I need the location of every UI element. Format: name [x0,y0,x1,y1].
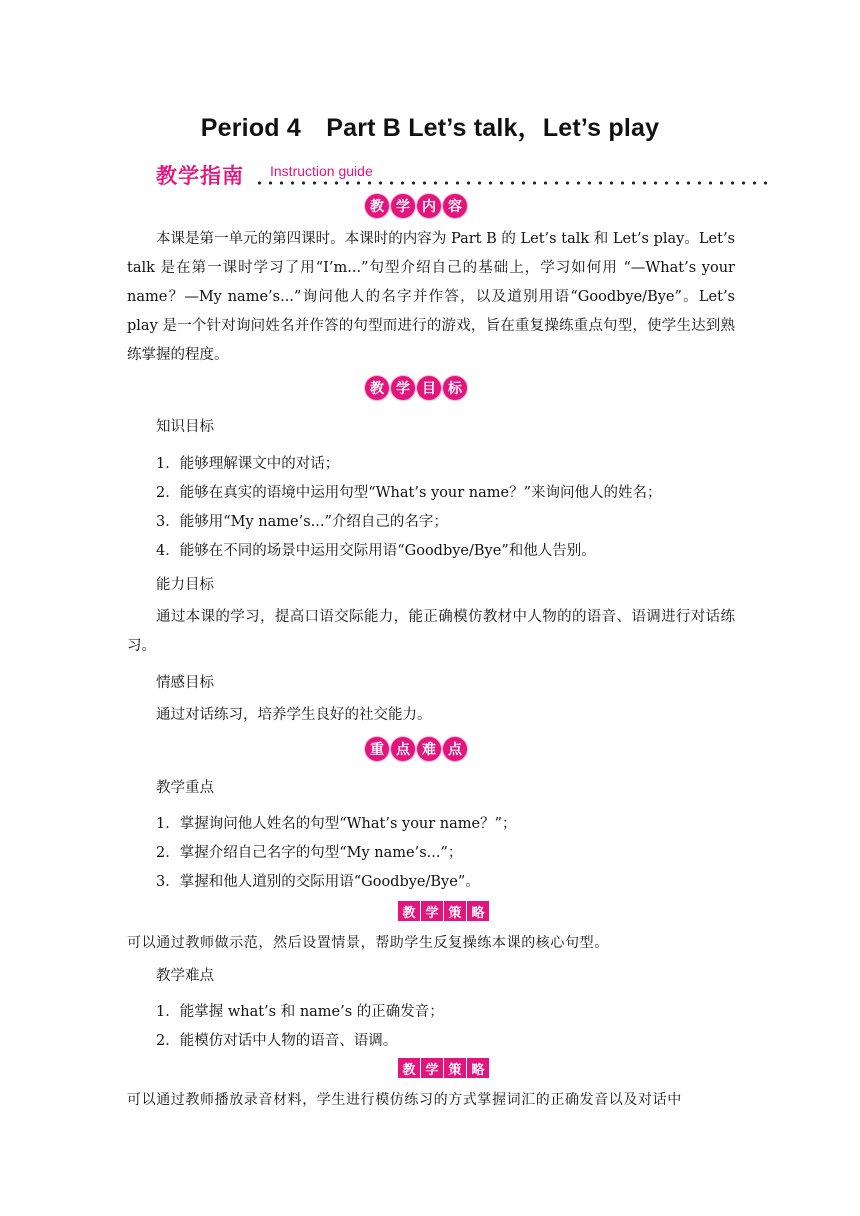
tag-char: 教 [398,1058,420,1078]
knowledge-item: 2．能够在真实的语境中运用句型“What’s your name？”来询问他人的姓名； [156,485,662,501]
badge-teaching-content [365,194,467,218]
emotion-heading: 情感目标 [156,675,214,691]
tag-char: 策 [444,901,466,921]
badge-char: 教 [365,194,389,218]
difficult-strategy-text: 可以通过教师播放录音材料，学生进行模仿练习的方式掌握词汇的正确发音以及对话中 [127,1092,682,1108]
guide-title-cn: 教学指南 [156,164,244,188]
badge-char: 学 [391,376,415,400]
tag-char: 略 [467,901,489,921]
badge-char: 难 [417,737,441,761]
badge-char: 标 [443,376,467,400]
badge-teaching-goals [365,376,467,400]
difficult-point-item: 1．能掌握 what’s 和 name’s 的正确发音； [156,1004,444,1020]
guide-title-en: Instruction guide [270,163,373,179]
key-point-item: 1．掌握询问他人姓名的句型“What’s your name？”； [156,816,517,832]
tag-char: 学 [421,901,443,921]
tag-char: 策 [444,1058,466,1078]
strategy-tag [398,1058,489,1078]
page-title: Period 4 Part B Let’s talk，Let’s play [200,114,660,142]
emotion-text: 通过对话练习，培养学生良好的社交能力。 [156,707,432,723]
badge-char: 点 [443,737,467,761]
badge-char: 容 [443,194,467,218]
badge-char: 重 [365,737,389,761]
content-paragraph: 本课是第一单元的第四课时。本课时的内容为 Part B 的 Let’s talk 和 Let’s play。Let’s talk 是在第一课时学习了用“I’m...”句型介绍自己的基础上，学习如何用 “—What’s your name？—My name’s...”询问他人的名字并作答，以及道别用语“Goodbye/Bye”。Let’s play 是一个针对询问姓名并作答的句型而进行的游戏，旨在重复操练重点句型，使学生达到熟练掌握的程度。 [127,231,735,363]
tag-char: 教 [398,901,420,921]
knowledge-heading: 知识目标 [156,419,214,435]
knowledge-item: 1．能够理解课文中的对话； [156,456,340,472]
key-points-heading: 教学重点 [156,780,214,796]
badge-char: 点 [391,737,415,761]
difficult-point-item: 2．能模仿对话中人物的语音、语调。 [156,1033,398,1049]
knowledge-item: 4．能够在不同的场景中运用交际用语“Goodbye/Bye”和他人告别。 [156,543,596,559]
ability-text: 通过本课的学习，提高口语交际能力，能正确模仿教材中人物的的语音、语调进行对话练习。 [127,609,735,654]
instruction-guide-banner [156,160,768,190]
difficult-points-heading: 教学难点 [156,968,214,984]
badge-char: 学 [391,194,415,218]
badge-char: 目 [417,376,441,400]
badge-char: 内 [417,194,441,218]
tag-char: 略 [467,1058,489,1078]
badge-key-difficult [365,737,467,761]
knowledge-item: 3．能够用“My name’s...”介绍自己的名字； [156,514,448,530]
strategy-tag [398,901,489,921]
key-point-item: 3．掌握和他人道别的交际用语“Goodbye/Bye”。 [156,874,480,890]
tag-char: 学 [421,1058,443,1078]
key-point-item: 2．掌握介绍自己名字的句型“My name’s...”； [156,845,463,861]
dotted-rule [254,180,768,186]
badge-char: 教 [365,376,389,400]
ability-heading: 能力目标 [156,577,214,593]
key-strategy-text: 可以通过教师做示范，然后设置情景，帮助学生反复操练本课的核心句型。 [127,935,609,951]
